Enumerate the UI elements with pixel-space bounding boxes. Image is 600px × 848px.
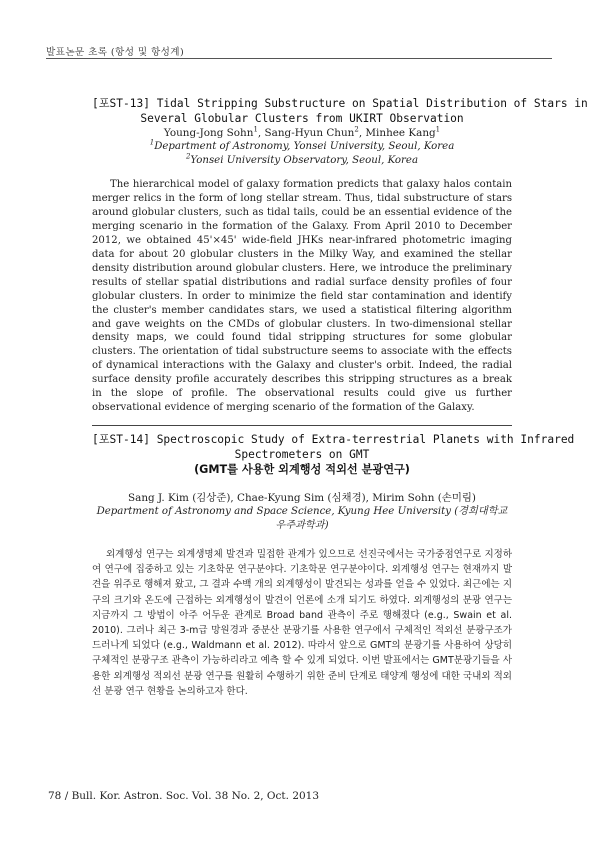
title-line-korean: (GMT를 사용한 외계행성 적외선 분광연구) (194, 463, 410, 476)
author-name: Young-Jong Sohn (163, 127, 254, 139)
title-line: Spectrometers on GMT (234, 448, 370, 461)
header-rule (46, 58, 552, 59)
abstract-st13 (92, 96, 588, 425)
abstract-title (92, 96, 588, 126)
author-list: Young-Jong Sohn$^1$, Sang-Hyun Chun$^2$, Minhee Kang$^1$ (163, 125, 441, 139)
affiliation: Department of Astronomy and Space Science, Kyung Hee University (경희대학교 (96, 506, 508, 517)
author-list: Sang J. Kim (김상준), Chae-Kyung Sim (심채경), Mirim Sohn (손미림) (128, 492, 476, 504)
page-footer: 78 / Bull. Kor. Astron. Soc. Vol. 38 No. 2, Oct. 2013 (48, 790, 320, 802)
affiliation: $^2$Yonsei University Observatory, Seoul, Korea (185, 152, 419, 166)
abstract-body: 외계행성 연구는 외계생명체 발견과 밀접한 관계가 있으므로 선진국에서는 국가중점연구로 지정하여 연구에 집중하고 있는 기초학문 연구분야다. 기초학문 연구분야이다. 외계행성 연구는 현재까지 발견을 위주로 행해져 왔고, 그 결과 수백 개의 외계행성이 발견되는 성과를 얻을 수 있었다. 최근에는 지구의 크기와 온도에 근접하는 외계행성이 발견이 언론에 소개 되기도 하였다. 외계행성의 분광 연구는 지금까지 그 방법이 아주 어두운 관계로 Broad band 관측이 주로 행해졌다 (e.g., Swain et al. 2010). 그러나 최근 3-m급 망원경과 중분산 분광기를 사용한 연구에서 구체적인 적외선 분광구조가 드러나게 되었다 (e.g., Waldmann et al. 2012). 따라서 앞으로 GMT의 분광기를 사용하여 상당히 구체적인 분광구조 관측이 가능하리라고 예측 할 수 있게 되었다. 이번 발표에서는 GMT분광기들을 사용한 외계행성 적외선 분광 연구를 원활히 수행하기 위한 준비 단계로 태양계 행성에 대한 국내외 적외선 분광 연구 현황을 논의하고자 한다. (92, 549, 512, 697)
author-name: Sang-Hyun Chun (264, 127, 355, 139)
title-line: [포ST-13] Tidal Stripping Substructure on Spatial Distribution of Stars in (92, 97, 588, 110)
abstract-title (92, 432, 575, 477)
affiliation: 우주과학과) (275, 520, 329, 531)
section-divider (92, 425, 512, 426)
abstract-body: The hierarchical model of galaxy formation predicts that galaxy halos contain merger relics in the form of long stellar stream. Thus, tidal substructure of stars around globular clusters, such as tidal tails, could be an essential evidence of the merging scenario in the formation of the Galaxy. From April 2010 to December 2012, we obtained 45'×45' wide-field JHKs near-infrared photometric imaging data for about 20 globular clusters in the Milky Way, and examined the stellar density distribution around globular clusters. Here, we introduce the preliminary results of stellar spatial distributions and radial surface density profiles of four globular clusters. In order to minimize the field star contamination and identify the cluster's member candidates stars, we used a statistical filtering algorithm and gave weights on the CMDs of globular clusters. In two-dimensional stellar density maps, we could found tidal stripping structures for some globular clusters. The orientation of tidal substructure seems to associate with the effects of dynamical interactions with the Galaxy and cluster's orbit. Indeed, the radial surface density profile accurately describes this stripping structures as a break in the slope of profile. The observational results could give us further observational evidence of merging scenario of the formation of the Galaxy. (92, 179, 512, 414)
running-header: 발표논문 초록 (항성 및 항성계) (46, 47, 185, 58)
title-line: Several Globular Clusters from UKIRT Observation (140, 112, 464, 125)
author-name: Minhee Kang (365, 127, 436, 139)
affiliation: $^1$Department of Astronomy, Yonsei University, Seoul, Korea (149, 138, 455, 152)
title-line: [포ST-14] Spectroscopic Study of Extra-terrestrial Planets with Infrared (92, 433, 575, 446)
abstract-st14 (92, 432, 575, 709)
